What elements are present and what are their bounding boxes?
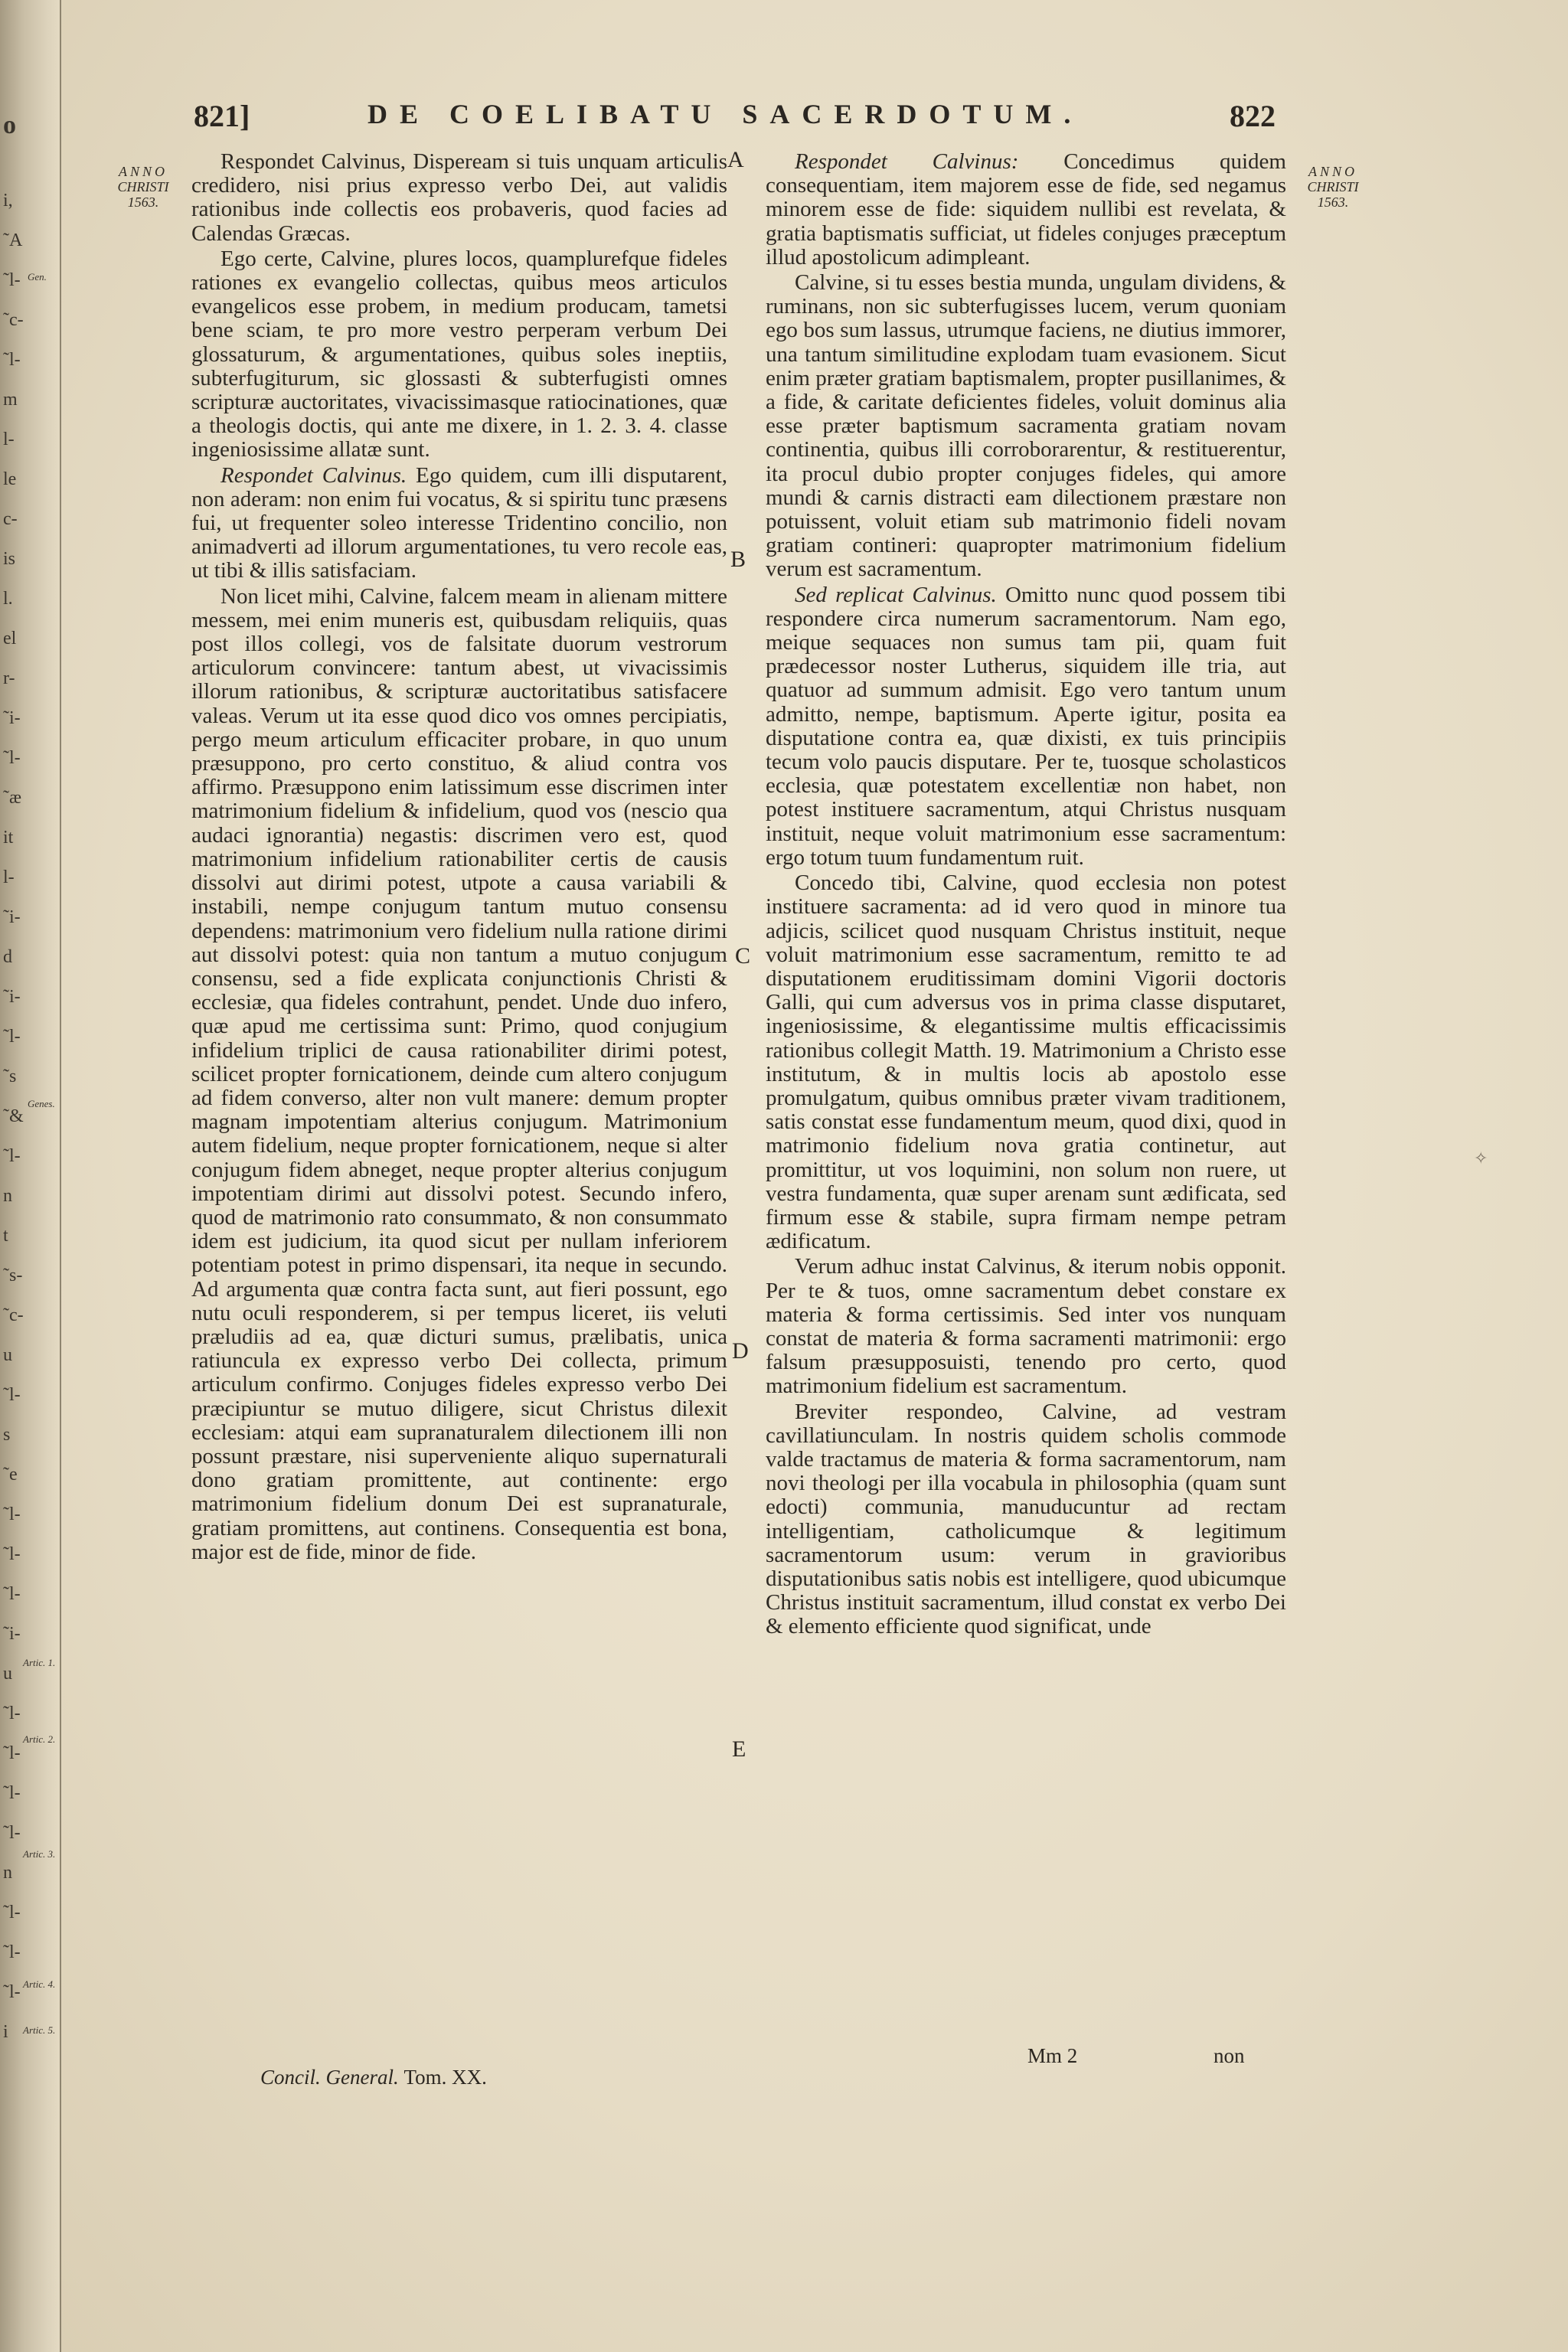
left-text-column [191, 150, 727, 1566]
margin-note-anno-christi-left [101, 164, 185, 210]
gutter-fragment: ˜l- [3, 350, 21, 370]
gutter-fragment: ˜l- [3, 1823, 21, 1843]
footer-collection: Concil. General. [260, 2066, 399, 2089]
gutter-fragment: ˜c- [3, 310, 24, 330]
gutter-fragment: ˜l- [3, 1982, 21, 2002]
margin-note-anno-christi-right [1291, 164, 1375, 210]
right-text-column [766, 150, 1286, 1641]
gutter-margin-note: Genes. [28, 1098, 55, 1109]
gutter-margin-note: Artic. 1. [23, 1657, 56, 1668]
gutter-margin-note: Artic. 5. [23, 2024, 56, 2036]
gutter-fragment: ˜l- [3, 270, 21, 290]
footer-tome: Tom. XX. [403, 2066, 487, 2089]
gutter-fragment: ˜l- [3, 1704, 21, 1723]
right-paragraph [766, 871, 1286, 1253]
margin-note-line: ANNO [118, 164, 168, 179]
right-paragraph [766, 583, 1286, 870]
paragraph-text: Breviter respondeo, Calvine, ad vestram cavillatiunculam. In nostris quidem scholis commode valde tractamus de materia & forma sacramentorum, nam novi theologi per illa vocabula in philosophia (quam sunt edocti) communia, manuducuntur ad rectam intelligentiam, catholicumque & legitimum sacramentorum usum: verum in gravioribus disputationibus satis nobis est intelligere, quod ubicumque Christus instituit sacramentum, illud constat ex verbo Dei & elemento efficiente quod significat, unde [766, 1399, 1286, 1639]
previous-page-gutter [0, 0, 61, 2352]
gutter-margin-note: Artic. 2. [23, 1733, 56, 1745]
gutter-fragment: ˜l- [3, 1743, 21, 1763]
gutter-fragment: ˜i- [3, 907, 21, 927]
margin-note-line: 1563. [127, 194, 159, 210]
gutter-fragment: le [3, 469, 17, 489]
gutter-fragment: ˜& [3, 1106, 24, 1126]
right-paragraph [766, 1255, 1286, 1398]
gutter-fragment: ˜l- [3, 1903, 21, 1922]
gutter-fragment: ˜s [3, 1067, 17, 1086]
section-letter-c: C [735, 943, 751, 969]
margin-note-line: 1563. [1317, 194, 1349, 210]
page-number-right: 822 [1230, 99, 1276, 133]
section-letter-a: A [727, 147, 744, 172]
paragraph-text: Concedimus quidem consequentiam, item majorem esse de fide, sed negamus minorem esse de fide: siquidem nullibi est revelata, & gratia baptismatis sufficiat, ut fideles conjuges præceptum illud apostolicum adimpleant. [766, 149, 1286, 270]
gutter-fragment: ˜l- [3, 1544, 21, 1564]
paragraph-text: Ego quidem, cum illi disputarent, non aderam: non enim fui vocatus, & si spiritu tunc præsens fui, ut frequenter soleo interesse Tridentino concilio, non animadverti ad illorum argumentationes, tu vero recole eas, ut tibi & illis satisfaciam. [191, 462, 727, 583]
running-title: DE COELIBATU SACERDOTUM. [368, 99, 1083, 129]
signature-mark: Mm 2 [1027, 2044, 1078, 2067]
gutter-fragment: ˜i- [3, 987, 21, 1007]
paragraph-text: Calvine, si tu esses bestia munda, ungulam dividens, & ruminans, non sic subterfugisses lucem, verum quoniam ego bos sum lassus, utrumque faciens, ne diutius immorer, una tantum similitudine explodam tuam evasionem. Sicut enim præter gratiam baptismalem, propter pusillanimes, & a fide, & caritate deficientes fideles, voluit dominus alia esse præter baptismum sacramenta gratiam novam continentia, quibus illi corroborarentur, & restituerentur, ita procul dubio propter conjuges fideles, qui amore mundi & carnis distracti eam dilectionem præstare non potuissent, voluit etiam sub matrimonio fideli novam gratiam contineri: quapropter matrimonium fidelium verum est sacramentum. [766, 270, 1286, 582]
gutter-fragment: n [3, 1863, 12, 1883]
gutter-fragment: ˜l- [3, 1146, 21, 1166]
gutter-fragment: l. [3, 589, 13, 609]
gutter-fragment: ˜s- [3, 1266, 23, 1285]
speaker-label: Respondet Calvinus: [795, 149, 1019, 174]
gutter-fragment: ˜l- [3, 1584, 21, 1604]
gutter-margin-note: Artic. 4. [23, 1978, 56, 1990]
gutter-fragment: l- [3, 867, 15, 887]
left-paragraph [191, 464, 727, 583]
margin-note-line: ANNO [1308, 164, 1357, 179]
footer-left [260, 2066, 487, 2089]
gutter-fragment: u [3, 1345, 12, 1365]
speaker-label: Sed replicat Calvinus. [795, 582, 997, 607]
gutter-fragment: ˜l- [3, 1504, 21, 1524]
paragraph-text: Concedo tibi, Calvine, quod ecclesia non potest instituere sacramenta: ad id vero quod in minore tua adjicis, scilicet quod nusquam Christus instituit, neque voluit matrimonium esse sacramentum, remitto te ad disputationem eruditissimam domini Vigorii doctoris Galli, qui cum adversus vos in prima classe disputaret, ingeniosissime, & elegantissime multis efficacissimis rationibus collegit Matth. 19. Matrimonium a Christo esse institutum, & in multis locis ab apostolo esse promulgatum, quibus omnibus præter vivam traditionem, satis constat esse fundamentum meum, quod dixi, quod in matrimonio fidelium nova gratia continetur, aut promittitur, ut vos loquimini, non solum non ruere, ut vestra fundamenta, quæ super arenam sunt ædificata, sed firmum esse & stabile, supra firmam nempe petram ædificatum. [766, 871, 1286, 1254]
gutter-fragment: ˜l- [3, 1027, 21, 1047]
gutter-fragment: l- [3, 430, 15, 449]
gutter-fragment: t [3, 1226, 8, 1246]
gutter-fragment: r- [3, 668, 15, 688]
left-paragraph [191, 585, 727, 1564]
gutter-margin-note: Artic. 3. [23, 1848, 56, 1860]
left-paragraph [191, 247, 727, 462]
gutter-fragment: ˜l- [3, 1385, 21, 1405]
gutter-fragment: ˜c- [3, 1305, 24, 1325]
gutter-fragment: ˜i- [3, 708, 21, 728]
left-paragraph [191, 150, 727, 246]
gutter-fragment: it [3, 828, 14, 848]
paragraph-text: Non licet mihi, Calvine, falcem meam in alienam mittere messem, mei enim muneris est, quibusdam reliquiis, quas post illos collegi, vos de falsitate duorum vestrorum articulorum convincere: tantum abest, ut vivacissimis illorum rationibus, & scripturæ auctoritatibus satisfacere valeas. Verum ut ita esse quod dico vos omnes percipiatis, pergo meum articulum efficaciter probare, in quo unum præsuppono, pro certo constituo, & aliud contra vos affirmo. Præsuppono enim latissimum esse discrimen inter matrimonium fidelium & infidelium, quod vos (nescio qua audaci ignorantia) negastis: discrimen vero est, quod matrimonium infidelium rationabiliter certis de causis dissolvi aut dirimi potest, utpote a causa variabili & instabili, nempe conjugum tantum mutuo consensu dependens: matrimonium vero fidelium nulla ratione dirimi aut dissolvi potest: quia non tantum a mutuo conjugum consensu, sed a fide explicata conjunctionis Christi & ecclesiæ, qua fideles contrahunt, pendet. Unde duo infero, quæ apud me certissima sunt: Primo, quod conjugium infidelium triplici de causa rationabiliter dirimi potest, scilicet propter fornicationem, deinde cum altero conjugum ad fidem converso, alter non vult manere: demum propter magnam impotentiam alterius conjugum. Matrimonium autem fidelium, neque propter fornicationem, neque si alter conjugum fidem abneget, neque propter alterius conjugum impotentiam dirimi aut dissolvi potest. Secundo infero, quod de matrimonio rato consummato, & non consummato idem est judicium, ita quod sicut per nullam inferiorem potentiam potest in primo dispensari, ita neque in secundo. Ad argumenta quæ contra facta sunt, aut fieri possunt, ego nutu oculi responderem, si per tempus liceret, iis veluti præludiis ad ea, quæ dicturi sumus, prælibatis, unica ratiuncula ex expresso verbo Dei collecta, primum articulum confirmo. Conjuges fideles expresso verbo Dei præcipiuntur se mutuo diligere, sicut Christus dilexit ecclesiam: atqui eam supranaturalem dilectionem illi non possunt præstare, nisi superveniente aliquo supernaturali dono gratiam promittente, aut continente: ergo matrimonium fidelium donum Dei est supranaturale, gratiam promittens, aut continens. Consequentia est bona, major est de fide, minor de fide. [191, 583, 727, 1564]
gutter-fragment: u [3, 1664, 12, 1684]
catchword: non [1214, 2044, 1245, 2067]
gutter-fragment: is [3, 549, 16, 569]
gutter-margin-note: Gen. [28, 271, 47, 283]
paragraph-text: Verum adhuc instat Calvinus, & iterum nobis opponit. Per te & tuos, omne sacramentum debet constare ex materia & forma certissimis. Sed inter vos nunquam constat de materia & forma sacramenti matrimonii: ergo falsum præsupposuisti, tenendo pro certo, quod matrimonium fidelium est sacramentum. [766, 1254, 1286, 1399]
right-paragraph [766, 271, 1286, 582]
gutter-fragment: d [3, 947, 12, 967]
margin-note-line: CHRISTI [117, 179, 169, 194]
section-letter-d: D [732, 1338, 749, 1364]
gutter-fragment: n [3, 1186, 12, 1206]
gutter-fragment: el [3, 629, 17, 648]
gutter-fragment: ˜l- [3, 1942, 21, 1962]
gutter-fragment: ˜l- [3, 748, 21, 768]
gutter-fragment: c- [3, 509, 18, 529]
gutter-fragment: ˜e [3, 1465, 18, 1485]
section-letter-b: B [730, 547, 746, 572]
paragraph-text: Ego certe, Calvine, plures locos, quamplurefque fideles rationes ex evangelio collectas, quibus meos articulos evangelicos esse probem, in medium producam, tametsi bene sciam, te pro more vestro perperam verbum Dei glossaturum, & argumentationes, quibus soles ineptiis, subterfugiturum, sic glossasti & subterfugisti omnes scripturæ auctoritates, vivacissimasque ratiocinationes, quæ a theologis doctis, qui ante me dixere, in 1. 2. 3. 4. classe ingeniosissime allatæ sunt. [191, 246, 727, 462]
section-letter-e: E [732, 1736, 746, 1762]
gutter-fragment: s [3, 1425, 11, 1445]
gutter-fragment: m [3, 390, 18, 410]
gutter-fragment: ˜l- [3, 1783, 21, 1803]
right-paragraph [766, 150, 1286, 270]
margin-note-line: CHRISTI [1307, 179, 1359, 194]
right-paragraph [766, 1400, 1286, 1639]
paper-speck: ✧ [1474, 1148, 1488, 1168]
gutter-page-number: o [3, 111, 16, 139]
gutter-fragment: ˜æ [3, 788, 21, 808]
speaker-label: Respondet Calvinus. [220, 462, 407, 488]
gutter-fragment: i, [3, 191, 13, 211]
gutter-fragment: i [3, 2022, 8, 2042]
gutter-fragment: ˜i- [3, 1624, 21, 1644]
paragraph-text: Respondet Calvinus, Dispeream si tuis unquam articulis credidero, nisi prius expresso verbo Dei, aut validis rationibus inde collectis eos probaveris, quod facies ad Calendas Græcas. [191, 149, 727, 246]
paragraph-text: Omitto nunc quod possem tibi respondere circa numerum sacramentorum. Nam ego, meique sequaces non sumus tam pii, quam fuit prædecessor noster Lutherus, siquidem ille tria, aut quatuor ad summum admisit. Ego vero tantum unum admitto, nempe, baptismum. Aperte igitur, posita ea disputatione contra ea, quæ dixisti, ex tuis principiis tecum volo paucis disputare. Per te, tuosque scholasticos ecclesia, quæ potestatem excellentiæ non habet, non potest instituere sacramentum, atqui Christus nusquam instituit, neque voluit matrimonium esse sacramentum: ergo totum tuum fundamentum ruit. [766, 582, 1286, 870]
gutter-fragment: ˜A [3, 230, 23, 250]
page-number-left: 821] [194, 99, 250, 133]
